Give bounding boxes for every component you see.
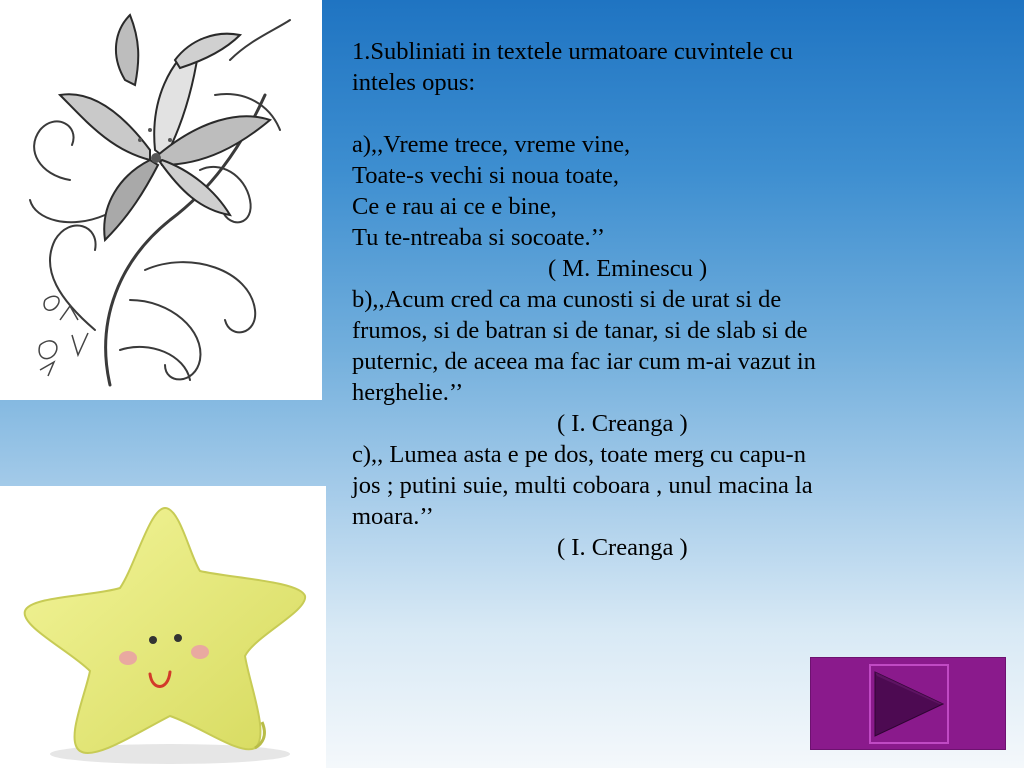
spacer [352,98,1012,129]
star-toy-image [0,486,326,768]
text-b-line-4: herghelie.’’ [352,379,464,406]
exercise-title-line-2: inteles opus: [352,69,476,96]
exercise-title-line-1: 1.Subliniati in textele urmatoare cuvintele cu [352,38,793,65]
poem-a-line-1: a),,Vreme trece, vreme vine, [352,131,631,158]
poem-a-author: ( M. Eminescu ) [548,255,708,282]
text-b-author: ( I. Creanga ) [557,410,688,437]
lily-flower-drawing [0,0,322,400]
text-c-line-2: jos ; putini suie, multi coboara , unul macina la [352,472,813,499]
poem-a-line-4: Tu te-ntreaba si socoate.’’ [352,224,606,251]
slide-text [352,36,1012,563]
poem-a-line-3: Ce e rau ai ce e bine, [352,193,557,220]
flower-sketch-image [0,0,322,400]
next-slide-button[interactable] [810,657,1006,750]
text-c-line-3: moara.’’ [352,503,434,530]
text-b-line-1: b),,Acum cred ca ma cunosti si de urat si de [352,286,782,313]
text-c-line-1: c),, Lumea asta e pe dos, toate merg cu capu-n [352,441,806,468]
text-c-author: ( I. Creanga ) [557,534,688,561]
yellow-star-drawing [0,486,326,768]
poem-a-line-2: Toate-s vechi si noua toate, [352,162,620,189]
text-b-line-3: puternic, de aceea ma fac iar cum m-ai vazut in [352,348,816,375]
text-b-line-2: frumos, si de batran si de tanar, si de slab si de [352,317,808,344]
play-triangle-icon [811,658,1007,751]
